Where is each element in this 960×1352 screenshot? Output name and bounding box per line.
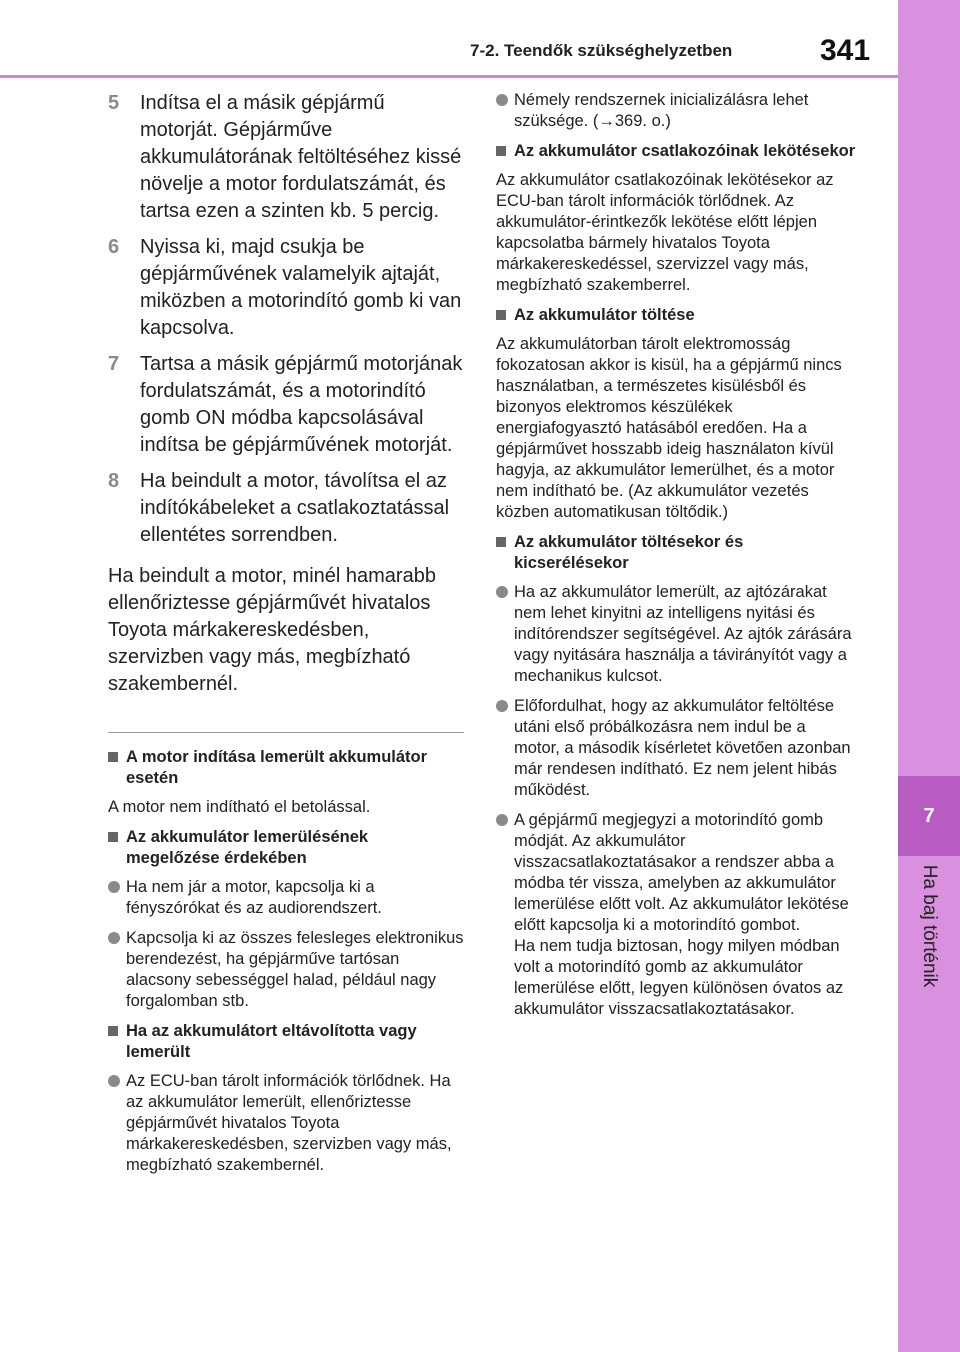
bullet-text: Ha az akkumulátor lemerült, az ajtózárakat nem lehet kinyitni az intelligens nyitási és indítórendszer segítségével. Az ajtók zárására vagy nyitására használja a távirányítót vagy a mechanikus kulcsot. — [514, 583, 852, 685]
bullet-text: Előfordulhat, hogy az akkumulátor feltöltése utáni első próbálkozásra nem indul be a motor, a második kísérletet követően azonban már rendesen indítható. Ez nem jelent hibás működést. — [514, 697, 851, 799]
bullet-item — [108, 877, 464, 919]
step-text: Tartsa a másik gépjármű motorjának fordulatszámát, és a motorindító gomb ON módba kapcsolásával indítsa be gépjárművének motorját. — [140, 353, 463, 456]
bullet-item — [496, 582, 856, 687]
circle-bullet-icon — [108, 881, 120, 893]
step-item — [108, 351, 464, 459]
heading-text: A motor indítása lemerült akkumulátor esetén — [126, 748, 428, 787]
heading-text: Az akkumulátor töltése — [514, 306, 695, 324]
bullet-text: Az ECU-ban tárolt információk törlődnek. Ha az akkumulátor lemerült, ellenőriztesse gépjárművét hivatalos Toyota márkakereskedésben, szervizben vagy más, megbízható szakembernél. — [126, 1072, 452, 1174]
section-heading — [496, 532, 856, 574]
section-title: 7-2. Teendők szükséghelyzetben — [470, 41, 733, 60]
step-text: Ha beindult a motor, távolítsa el az indítókábeleket a csatlakoztatással ellentétes sorrendben. — [140, 470, 450, 546]
heading-text: Ha az akkumulátort eltávolította vagy lemerült — [126, 1022, 417, 1061]
bullet-item — [108, 1071, 464, 1176]
bullet-text: Ha nem jár a motor, kapcsolja ki a fényszórókat és az audiorendszert. — [126, 878, 382, 917]
bullet-item — [108, 928, 464, 1012]
bullet-item — [496, 90, 856, 132]
section-heading — [496, 141, 856, 162]
closing-paragraph: Ha beindult a motor, minél hamarabb ellenőriztesse gépjárművét hivatalos Toyota márkakereskedésben, szervizben vagy más, megbízható szakembernél. — [108, 565, 436, 695]
section-heading — [108, 827, 464, 869]
chapter-side-tab — [898, 0, 960, 1352]
circle-bullet-icon — [108, 932, 120, 944]
right-column — [496, 90, 856, 1029]
bullet-item — [496, 810, 856, 1020]
square-bullet-icon — [108, 1026, 118, 1036]
circle-bullet-icon — [108, 1075, 120, 1087]
bullet-text: Némely rendszernek inicializálásra lehet szüksége. (→369. o.) — [514, 91, 809, 130]
bullet-text — [514, 810, 856, 1020]
square-bullet-icon — [496, 310, 506, 320]
circle-bullet-icon — [496, 814, 508, 826]
chapter-label: Ha baj történik — [919, 864, 940, 988]
square-bullet-icon — [496, 537, 506, 547]
square-bullet-icon — [496, 146, 506, 156]
step-item — [108, 234, 464, 342]
square-bullet-icon — [108, 832, 118, 842]
section-body: A motor nem indítható el betolással. — [108, 798, 371, 816]
circle-bullet-icon — [496, 700, 508, 712]
step-number: 8 — [108, 470, 120, 492]
step-item — [108, 468, 464, 549]
bullet-text-line: A gépjármű megjegyzi a motorindító gomb módját. Az akkumulátor visszacsatlakoztatásakor a rendszer abba a módba tér vissza, amelyben az akkumulátor lemerülése előtt volt. Az akkumulátor lekötése előtt kapcsolja ki a motorindító gombot. — [514, 811, 849, 934]
heading-text: Az akkumulátor töltésekor és kicserélésekor — [514, 533, 744, 572]
section-body: Az akkumulátor csatlakozóinak lekötésekor az ECU-ban tárolt információk törlődnek. Az akkumulátor-érintkezők lekötése előtt lépjen kapcsolatba bármely hivatalos Toyota márkakereskedéssel, szervizzel vagy más, megbízható szakemberrel. — [496, 171, 834, 294]
step-number: 5 — [108, 92, 120, 114]
step-number: 7 — [108, 353, 120, 375]
section-heading — [496, 305, 856, 326]
step-text: Indítsa el a másik gépjármű motorját. Gépjárműve akkumulátorának feltöltéséhez kissé növelje a motor fordulatszámát, és tartsa ezen a szinten kb. 5 percig. — [140, 92, 462, 222]
heading-text: Az akkumulátor csatlakozóinak lekötésekor — [514, 142, 856, 160]
circle-bullet-icon — [496, 586, 508, 598]
bullet-text: Kapcsolja ki az összes felesleges elektronikus berendezést, ha gépjárműve tartósan alacsony sebességgel halad, például nagy forgalomban stb. — [126, 929, 464, 1010]
section-separator — [108, 732, 464, 733]
page-number: 341 — [820, 34, 871, 67]
step-number: 6 — [108, 236, 120, 258]
left-column — [108, 90, 464, 1185]
bullet-item — [496, 696, 856, 801]
step-text: Nyissa ki, majd csukja be gépjárművének valamelyik ajtaját, miközben a motorindító gomb ki van kapcsolva. — [140, 236, 462, 339]
square-bullet-icon — [108, 752, 118, 762]
header-divider — [0, 75, 898, 78]
bullet-text-extra: Ha nem tudja biztosan, hogy milyen módban volt a motorindító gomb az akkumulátor lemerülése előtt, legyen különösen óvatos az akkumulátor visszacsatlakoztatásakor. — [514, 937, 844, 1018]
section-heading — [108, 747, 464, 789]
chapter-number: 7 — [898, 776, 960, 856]
circle-bullet-icon — [496, 94, 508, 106]
section-heading — [108, 1021, 464, 1063]
heading-text: Az akkumulátor lemerülésének megelőzése érdekében — [126, 828, 369, 867]
step-item — [108, 90, 464, 225]
section-body: Az akkumulátorban tárolt elektromosság fokozatosan akkor is kisül, ha a gépjármű nincs használatban, a természetes kisülésből és bizonyos elektromos készülékek energiafogyasztó hatásából eredően. Ha a gépjárművet hosszabb ideig használaton kívül hagyja, az akkumulátor lemerülhet, és a motor nem indítható be. (Az akkumulátor vezetés közben automatikusan töltődik.) — [496, 335, 842, 521]
